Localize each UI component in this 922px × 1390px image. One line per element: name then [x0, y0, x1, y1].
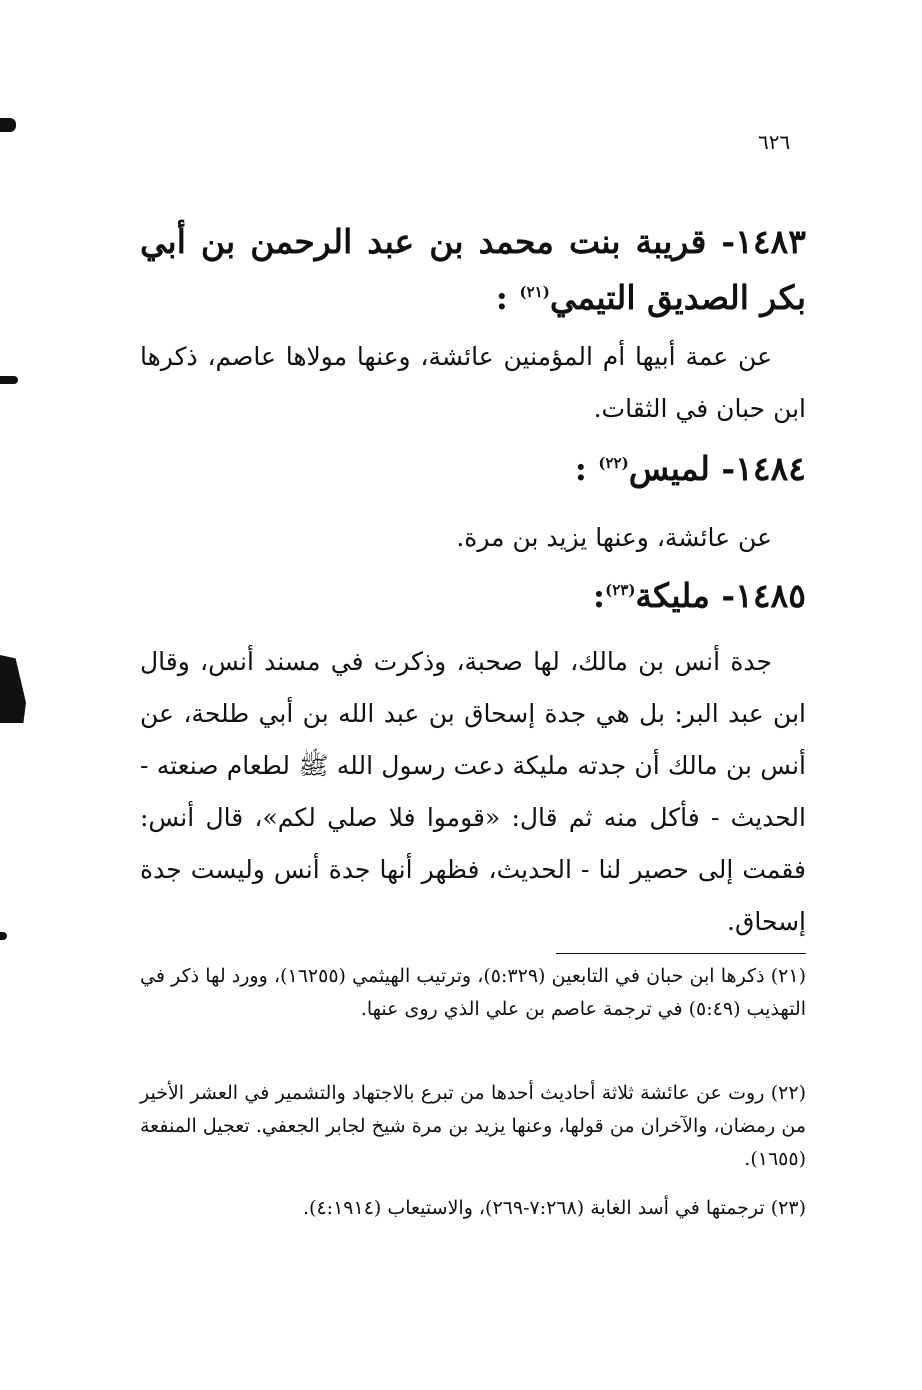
heading-colon: : [592, 576, 606, 615]
scan-mark-bottom [0, 932, 7, 940]
entry-title: ١٤٨٣- قريبة بنت محمد بن عبد الرحمن بن أبي بكر الصديق التيمي [140, 222, 806, 317]
entry-title: ١٤٨٤- لميس [628, 449, 806, 488]
page-number: ٦٢٦ [758, 130, 791, 154]
footnote-23: (٢٣) ترجمتها في أسد الغابة (٧:٢٦٨-٢٦٩)، والاستيعاب (٤:١٩١٤). [303, 1197, 806, 1219]
footnote-22: (٢٢) روت عن عائشة ثلاثة أحاديث أحدها من تبرع بالاجتهاد والتشمير في العشر الأخير من رمضان، والآخران من قولها، وعنها يزيد بن مرة شيخ لجابر الجعفي. تعجيل المنفعة (١٦٥٥). [140, 1082, 806, 1170]
footnote-ref: (٢٢) [598, 454, 629, 472]
entry-body-1485: جدة أنس بن مالك، لها صحبة، وذكرت في مسند أنس، وقال ابن عبد البر: بل هي جدة إسحاق بن عبد الله بن أبي طلحة، عن أنس بن مالك أن جدته مليكة دعت رسول الله ﷺ لطعام صنعته - الحديث - فأكل منه ثم قال: «قوموا فلا صلي لكم»، قال أنس: فقمت إلى حصير لنا - الحديث، فظهر أنها جدة أنس وليست جدة إسحاق. [140, 647, 806, 936]
heading-colon: : [574, 449, 599, 488]
entry-heading-1483 [140, 214, 806, 326]
entry-body-1483: عن عمة أبيها أم المؤمنين عائشة، وعنها مولاها عاصم، ذكرها ابن حبان في الثقات. [140, 342, 806, 423]
entry-heading-1485 [140, 568, 806, 624]
scan-mark-top [0, 118, 16, 132]
footnote-separator [556, 953, 806, 954]
footnote-21: (٢١) ذكرها ابن حبان في التابعين (٥:٣٢٩)، وترتيب الهيثمي (١٦٢٥٥)، وورد لها ذكر في التهذيب (٥:٤٩) في ترجمة عاصم بن علي الذي روى عنها. [140, 965, 806, 1020]
entry-title: ١٤٨٥- مليكة [635, 576, 806, 615]
entry-body-1484: عن عائشة، وعنها يزيد بن مرة. [456, 523, 772, 552]
entry-heading-1484 [140, 441, 806, 497]
scan-mark-large [0, 655, 26, 723]
heading-colon: : [495, 278, 520, 317]
footnote-ref: (٢١) [519, 283, 550, 301]
footnote-ref: (٢٣) [605, 581, 636, 599]
scan-mark-middle [0, 376, 18, 384]
